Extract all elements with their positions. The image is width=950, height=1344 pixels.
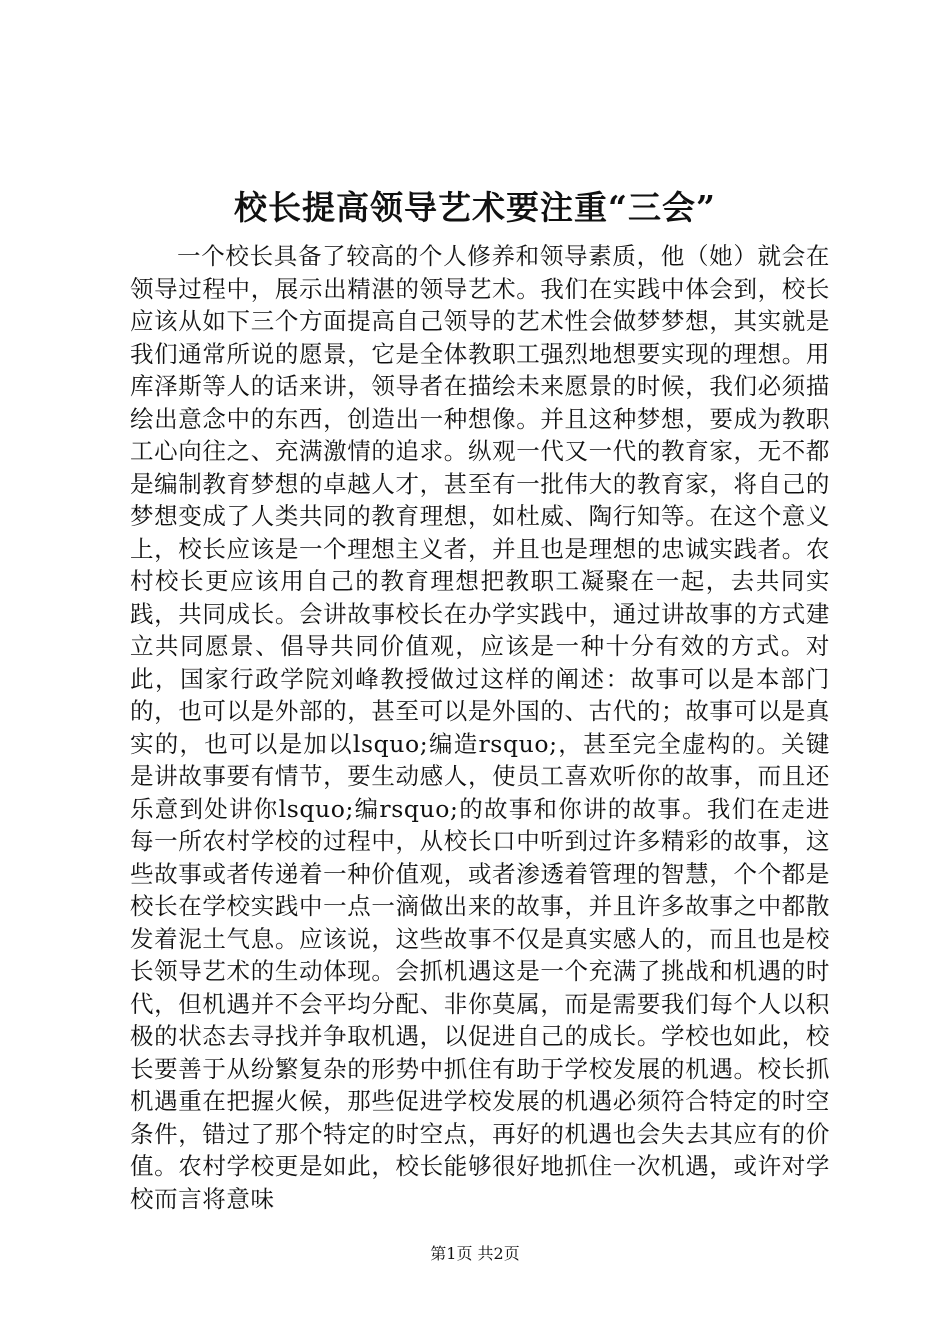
document-body: 一个校长具备了较高的个人修养和领导素质，他（她）就会在领导过程中，展示出精湛的领导艺术。我们在实践中体会到，校长应该从如下三个方面提高自己领导的艺术性会做梦梦想，其实就是我们通常所说的愿景，它是全体教职工强烈地想要实现的理想。用库泽斯等人的话来讲，领导者在描绘未来愿景的时候，我们必须描绘出意念中的东西，创造出一种想像。并且这种梦想，要成为教职工心向往之、充满激情的追求。纵观一代又一代的教育家，无不都是编制教育梦想的卓越人才，甚至有一批伟大的教育家，将自己的梦想变成了人类共同的教育理想，如杜威、陶行知等。在这个意义上，校长应该是一个理想主义者，并且也是理想的忠诚实践者。农村校长更应该用自己的教育理想把教职工凝聚在一起，去共同实践，共同成长。会讲故事校长在办学实践中，通过讲故事的方式建立共同愿景、倡导共同价值观，应该是一种十分有效的方式。对此，国家行政学院刘峰教授做过这样的阐述：故事可以是本部门的，也可以是外部的，甚至可以是外国的、古代的；故事可以是真实的，也可以是加以lsquo;编造rsquo;，甚至完全虚构的。关键是讲故事要有情节，要生动感人，使员工喜欢听你的故事，而且还乐意到处讲你lsquo;编rsquo;的故事和你讲的故事。我们在走进每一所农村学校的过程中，从校长口中听到过许多精彩的故事，这些故事或者传递着一种价值观，或者渗透着管理的智慧，个个都是校长在学校实践中一点一滴做出来的故事，并且许多故事之中都散发着泥土气息。应该说，这些故事不仅是真实感人的，而且也是校长领导艺术的生动体现。会抓机遇这是一个充满了挑战和机遇的时代，但机遇并不会平均分配、非你莫属，而是需要我们每个人以积极的状态去寻找并争取机遇，以促进自己的成长。学校也如此，校长要善于从纷繁复杂的形势中抓住有助于学校发展的机遇。校长抓机遇重在把握火候，那些促进学校发展的机遇必须符合特定的时空条件，错过了那个特定的时空点，再好的机遇也会失去其应有的价值。农村学校更是如此，校长能够很好地抓住一次机遇，或许对学校而言将意味 [130,242,830,1213]
page-number-footer: 第1页 共2页 [430,1244,520,1263]
document-title: 校长提高领导艺术要注重“三会” [234,188,716,227]
